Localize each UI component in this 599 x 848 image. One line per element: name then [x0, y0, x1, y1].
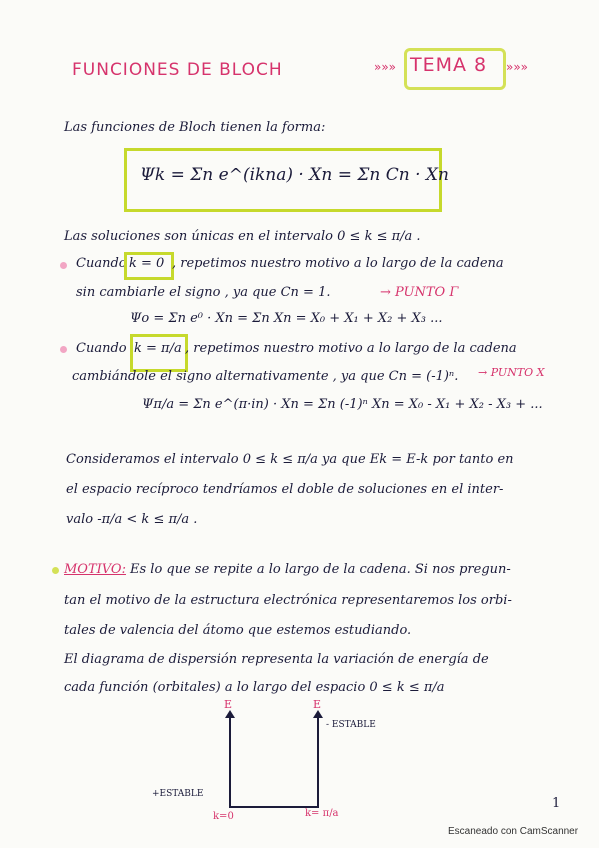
decorative-arrows-right: »»»	[506, 60, 529, 74]
page-title: FUNCIONES DE BLOCH	[72, 60, 283, 80]
consider-line-2: el espacio recíproco tendríamos el doble de soluciones en el inter-	[66, 482, 504, 497]
bullet-dot	[60, 262, 67, 269]
case2-text2: cambiándole el signo alternativamente , ya que Cn = (-1)ⁿ.	[72, 369, 459, 384]
case1-text1: , repetimos nuestro motivo a lo largo de la cadena	[172, 256, 504, 271]
arrow-up-icon	[313, 710, 323, 718]
motivo-line-1: Es lo que se repite a lo largo de la cadena. Si nos pregun-	[130, 562, 511, 577]
solutions-line: Las soluciones son únicas en el intervalo 0 ≤ k ≤ π/a .	[64, 229, 421, 244]
intro-text: Las funciones de Bloch tienen la forma:	[64, 120, 326, 135]
estable-minus-label: - ESTABLE	[326, 720, 376, 730]
case2-condition: k = π/a	[134, 341, 182, 356]
bullet-dot	[52, 567, 59, 574]
energy-axis-label-left: E	[224, 698, 233, 711]
energy-axis-label-right: E	[313, 698, 322, 711]
energy-axis-right	[317, 716, 319, 808]
motivo-line-2: tan el motivo de la estructura electrónica representaremos los orbi-	[64, 593, 512, 608]
case2-text1: , repetimos nuestro motivo a lo largo de la cadena	[185, 341, 517, 356]
diagram-desc-line-1: El diagrama de dispersión representa la variación de energía de	[64, 652, 489, 667]
page-number: 1	[552, 796, 561, 811]
consider-line-3: valo -π/a < k ≤ π/a .	[66, 512, 198, 527]
bloch-formula: Ψk = Σn e^(ikna) · Xn = Σn Cn · Xn	[140, 165, 449, 185]
motivo-line-3: tales de valencia del átomo que estemos estudiando.	[64, 623, 412, 638]
case1-point: → PUNTO Γ	[380, 285, 459, 300]
case2-equation: Ψπ/a = Σn e^(π·in) · Xn = Σn (-1)ⁿ Xn = X₀ - X₁ + X₂ - X₃ + ...	[142, 397, 543, 412]
tema-label: TEMA 8	[410, 54, 488, 76]
case2-prefix: Cuando	[76, 341, 127, 356]
case1-equation: Ψo = Σn e⁰ · Xn = Σn Xn = X₀ + X₁ + X₂ + X₃ ...	[130, 311, 443, 326]
estable-plus-label: +ESTABLE	[152, 789, 204, 799]
bullet-dot	[60, 346, 67, 353]
diagram-desc-line-2: cada función (orbitales) a lo largo del espacio 0 ≤ k ≤ π/a	[64, 680, 445, 695]
k-zero-label: k=0	[213, 811, 234, 822]
case1-condition: k = 0	[129, 256, 165, 271]
case2-point: → PUNTO X	[478, 366, 545, 379]
k-pi-label: k= π/a	[305, 808, 339, 819]
motivo-label: MOTIVO:	[64, 562, 126, 577]
decorative-arrows-left: »»»	[374, 60, 397, 74]
case1-prefix: Cuando	[76, 256, 127, 271]
consider-line-1: Consideramos el intervalo 0 ≤ k ≤ π/a ya que Ek = E-k por tanto en	[66, 452, 514, 467]
arrow-up-icon	[225, 710, 235, 718]
case1-text2: sin cambiarle el signo , ya que Cn = 1.	[76, 285, 331, 300]
scanner-watermark: Escaneado con CamScanner	[448, 826, 579, 837]
energy-axis-left	[229, 716, 231, 808]
